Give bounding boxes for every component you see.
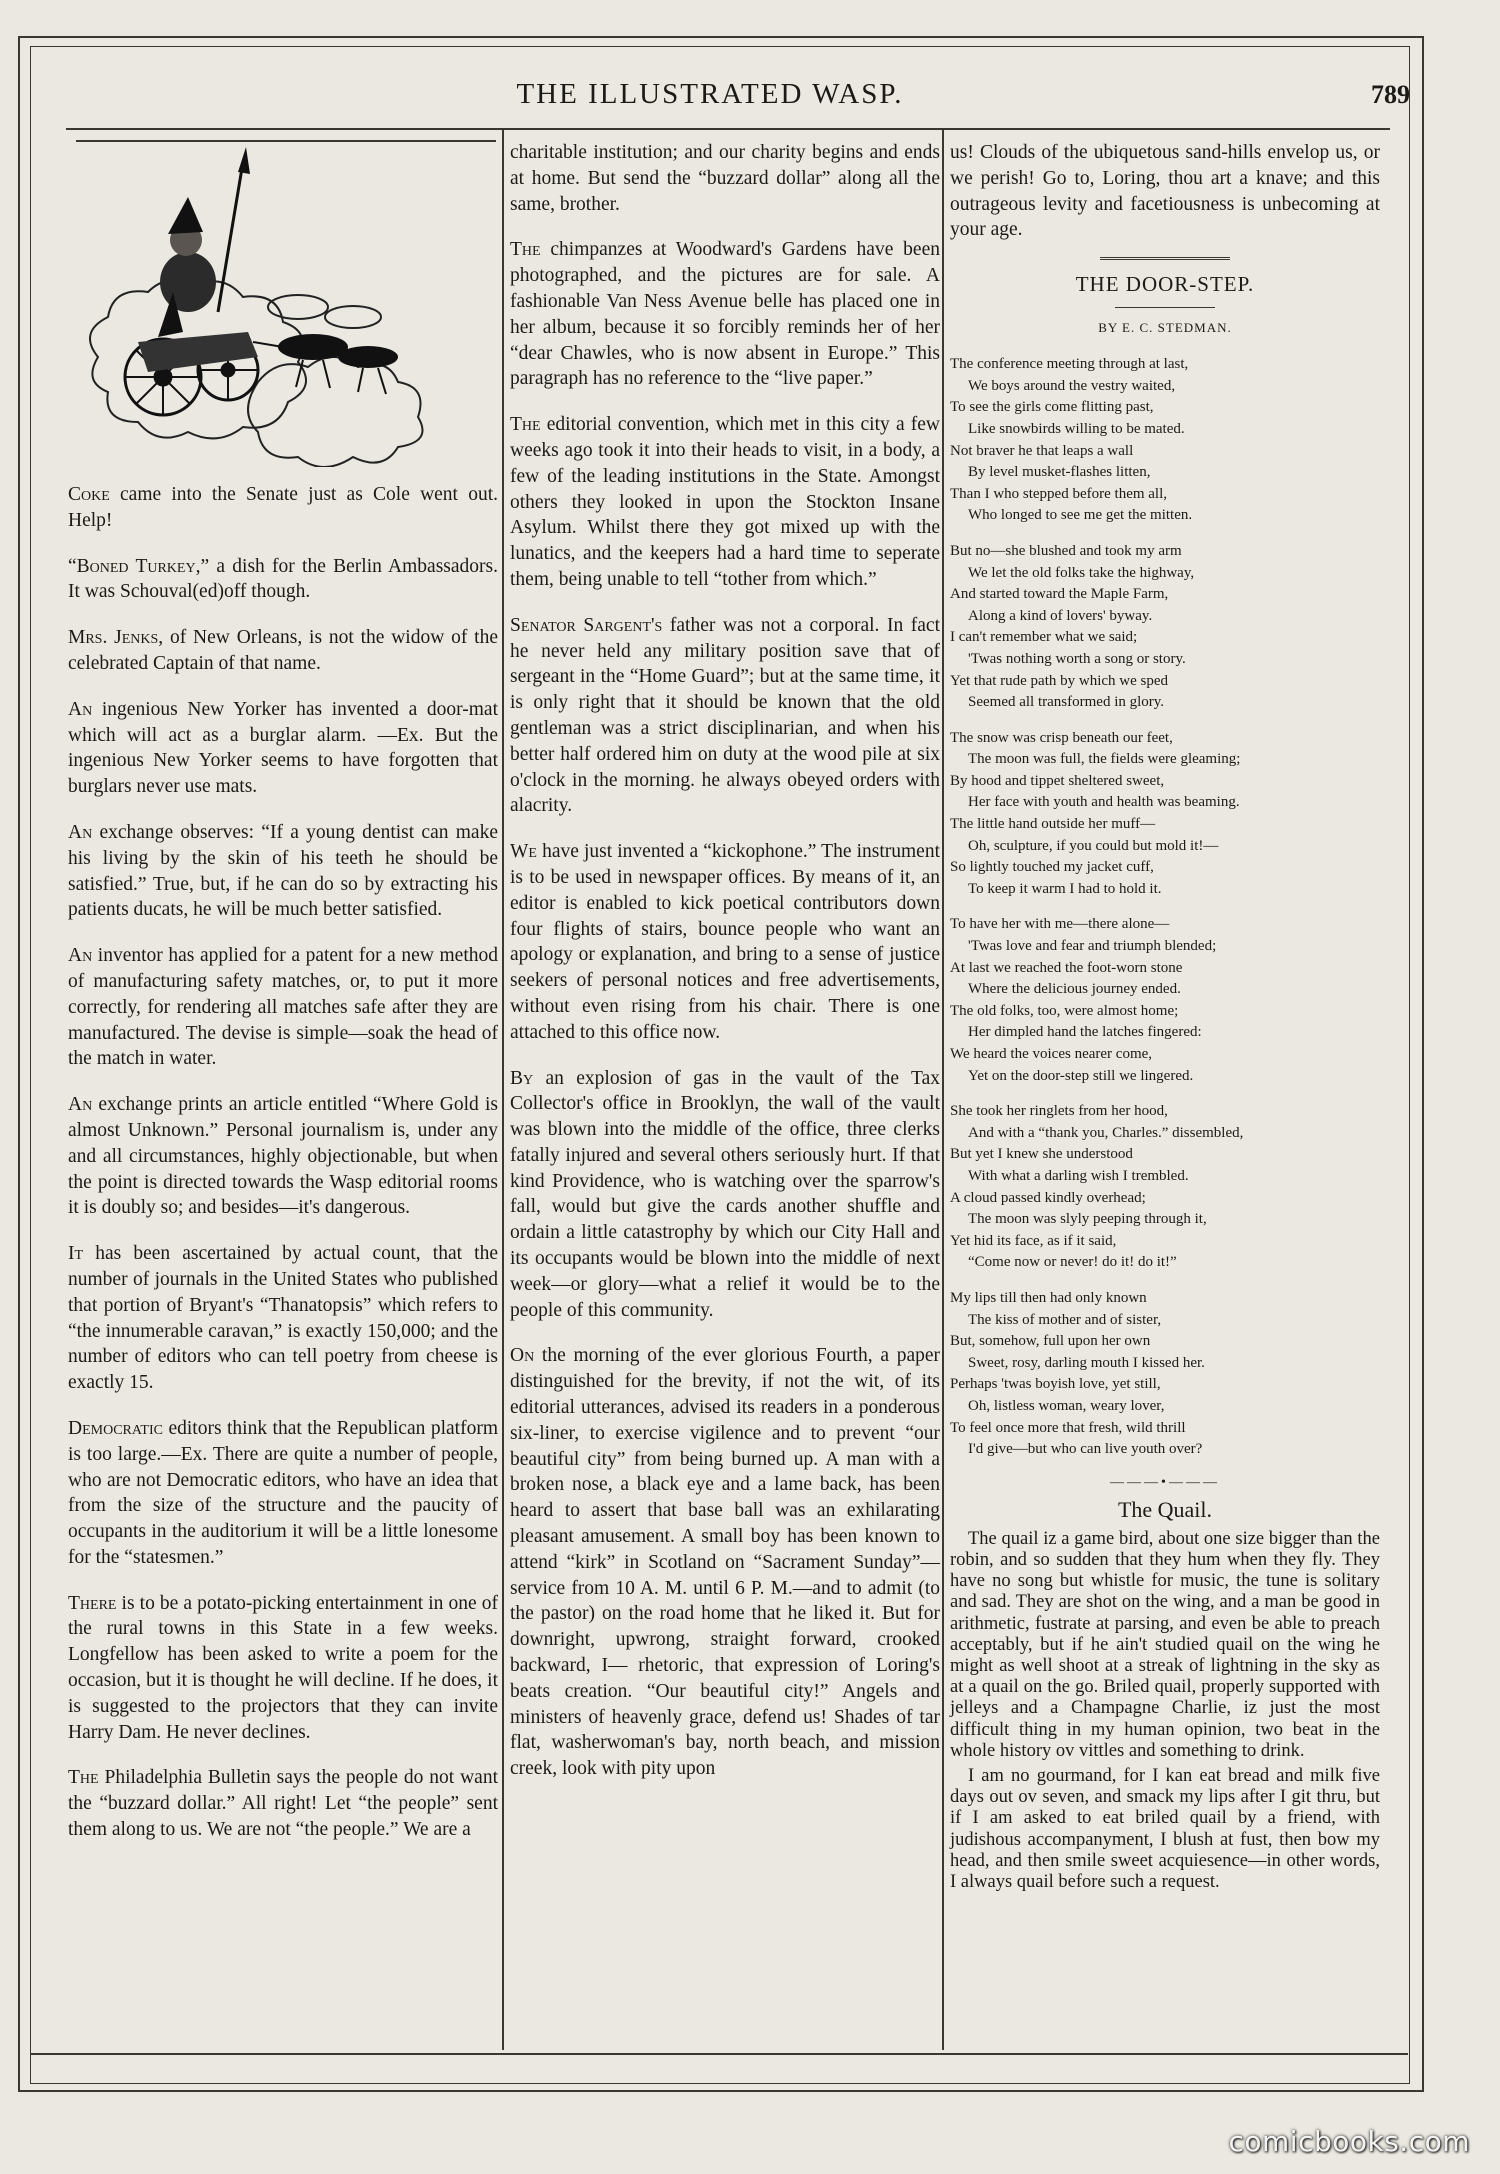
poem-line: The snow was crisp beneath our feet,: [950, 729, 1173, 746]
poem-line: Sweet, rosy, darling mouth I kissed her.: [968, 1354, 1205, 1371]
poem-line: To have her with me—there alone—: [950, 916, 1170, 933]
poem-line: Along a kind of lovers' byway.: [968, 607, 1153, 624]
poem-line: And started toward the Maple Farm,: [950, 586, 1169, 603]
poem-line: The kiss of mother and of sister,: [968, 1311, 1162, 1328]
section-divider: [1100, 257, 1230, 260]
poem-line: My lips till then had only known: [950, 1289, 1147, 1306]
poem-line: I'd give—but who can live youth over?: [968, 1441, 1203, 1458]
article-gold-unknown: An exchange prints an article entitled “Where Gold is almost Unknown.” Personal journalism is, under any and all circumstances, highly objectionable, but when the point is directed towards the Wasp editorial rooms it is doubly so; and besides—it's dangerous.: [68, 1094, 498, 1219]
poem-line: 'Twas nothing worth a song or story.: [968, 650, 1186, 667]
article-dentist: An exchange observes: “If a young dentist can make his living by the skin of his teeth he should be satisfied.” True, but, if he can do so by extracting his patients ducats, he will be much better satisfied.: [68, 821, 498, 921]
poem-line: We boys around the vestry waited,: [968, 377, 1176, 394]
poem-stanza: [950, 354, 1380, 527]
poem-line: She took her ringlets from her hood,: [950, 1103, 1168, 1120]
poem-line: I can't remember what we said;: [950, 629, 1138, 646]
poem-line: Seemed all transformed in glory.: [968, 694, 1165, 711]
article-chimpanzees: The chimpanzes at Woodward's Gardens have been photographed, and the pictures are for sale. A fashionable Van Ness Avenue belle has placed one in her album, because it so forcibly reminds her of her “dear Chawles, who is now absent in Europe.” This paragraph has no reference to the “live paper.”: [510, 239, 940, 390]
watermark-text: comicbooks.com: [1228, 2125, 1470, 2158]
column-2: [510, 140, 940, 1802]
header-rule: [66, 128, 1390, 130]
article-safety-matches: An inventor has applied for a patent for a new method of manufacturing safety matches, or, to put it more correctly, for rendering all matches safe after they are manufactured. The devise is simple—soak the head of the match in water.: [68, 945, 498, 1070]
poem-stanza: [950, 1288, 1380, 1461]
quail-paragraph: The quail iz a game bird, about one size bigger than the robin, and so sudden that they hum when they fly. They have no song but whistle for music, the tune is solitary and sad. They are shot on the wing, and a man be good in arithmetic, fustrate at parsing, and even be able to preach acceptably, but if he ain't studied quail on the wing he might as well shoot at a streak of lightning in the sky as at a quail on the go. Briled quail, properly supported with jelleys and a Champagne Charlie, iz just the most difficult thing in my human opinion, two beat in the whole history ov vittles and something to drink.: [950, 1528, 1380, 1761]
poem-line: At last we reached the foot-worn stone: [950, 959, 1183, 976]
poem-line: By hood and tippet sheltered sweet,: [950, 772, 1165, 789]
wasp-chariot-illustration: [68, 142, 458, 467]
poem-line: A cloud passed kindly overhead;: [950, 1189, 1146, 1206]
article-potato-picking: There is to be a potato-picking entertainment in one of the rural towns in this State in a few weeks. Longfellow has been asked to write a poem for the occasion, but it is thought he will decline. If he does, it is suggested to the projectors that they can invite Harry Dam. He never declines.: [68, 1592, 498, 1743]
poem-line: Yet hid its face, as if it said,: [950, 1232, 1117, 1249]
poem-line: To feel once more that fresh, wild thrill: [950, 1419, 1186, 1436]
article-republican-platform: Democratic editors think that the Republican platform is too large.—Ex. There are quite a number of people, who are not Democratic editors, who have an idea that from the size of the structure and the paucity of occupants in the auditorium it will be a little lonesome for the “statesmen.”: [68, 1417, 498, 1568]
poem-line: “Come now or never! do it! do it!”: [968, 1254, 1177, 1271]
article-fourth-of-july: On the morning of the ever glorious Fourth, a paper distinguished for the brevity, if not the wit, of its editorial utterances, advised its readers in a ponderous six-liner, to exercise vigilence and to prevent “our beautiful city” from being burned up. A man with a broken nose, a black eye and a lame back, has been heard to assert that base ball was an exhilarating pleasant amusement. A small boy has been known to attend “kirk” in Scotland on “Sacrament Sunday”—service from 10 A. M. until 6 P. M.—and to admit (to the pastor) on the road home that he liked it. But for downright, upwrong, straight forward, crooked backward, I— rhetoric, that expression of Loring's beats creation. “Our beautiful city!” Angels and ministers of heavenly grace, defend us! Shades of tar flat, washerwoman's bay, north beach, and mission creek, look with pity upon: [510, 1345, 940, 1780]
poem-line: Her face with youth and health was beaming.: [968, 794, 1240, 811]
poem-line: We let the old folks take the highway,: [968, 564, 1195, 581]
section-ornament: ———•———: [1110, 1474, 1220, 1490]
poem-line: So lightly touched my jacket cuff,: [950, 859, 1154, 876]
poem-stanza: [950, 541, 1380, 714]
page-bottom-rule: [30, 2053, 1408, 2055]
poem-line: But yet I knew she understood: [950, 1146, 1133, 1163]
article-brooklyn-explosion: By an explosion of gas in the vault of the Tax Collector's office in Brooklyn, the wall of the vault was blown into the middle of the office, three clerks fatally injured and several others seriously hurt. If that kind Providence, who is watching over the sparrow's fall, would but give the cards another shuffle and ordain a little catastrophy by which our City Hall and its occupants would be blown into the middle of next week—or glory—what a relief it would be to the people of this community.: [510, 1067, 940, 1321]
poem-line: And with a “thank you, Charles.” dissembled,: [968, 1124, 1244, 1141]
poem-line: With what a darling wish I trembled.: [968, 1167, 1189, 1184]
article-charity-continued: charitable institution; and our charity begins and ends at home. But send the “buzzard dollar” along all the same, brother.: [510, 142, 940, 215]
article-loring-continued: us! Clouds of the ubiquetous sand-hills envelop us, or we perish! Go to, Loring, thou art a knave; and this outrageous levity and facetiousness is unbecoming at your age.: [950, 142, 1380, 241]
poem-line: Where the delicious journey ended.: [968, 981, 1181, 998]
poem-line: Oh, sculpture, if you could but mold it!—: [968, 837, 1219, 854]
poem-line: The moon was slyly peeping through it,: [968, 1211, 1207, 1228]
poem-line: Like snowbirds willing to be mated.: [968, 420, 1185, 437]
poem-line: Oh, listless woman, weary lover,: [968, 1397, 1165, 1414]
poem-stanza: [950, 914, 1380, 1087]
column-1: [68, 140, 498, 1863]
poem-line: We heard the voices nearer come,: [950, 1046, 1153, 1062]
article-thanatopsis: It has been ascertained by actual count, that the number of journals in the United States who published that portion of Bryant's “Thanatopsis” which refers to “the innumerable caravan,” is exactly 150,000; and the number of editors who can tell poetry from cheese is exactly 15.: [68, 1243, 498, 1394]
page-header-title: THE ILLUSTRATED WASP.: [516, 78, 904, 110]
poem-line: Perhaps 'twas boyish love, yet still,: [950, 1376, 1161, 1393]
poem-line: Who longed to see me get the mitten.: [968, 507, 1193, 524]
column-divider-2: [942, 130, 944, 2050]
page-number: 789: [1371, 80, 1410, 109]
poem-line: Not braver he that leaps a wall: [950, 442, 1134, 459]
poem-title-rule: [1115, 307, 1215, 308]
poem-line: Her dimpled hand the latches fingered:: [968, 1024, 1202, 1041]
poem-line: The little hand outside her muff—: [950, 816, 1156, 833]
article-coke-senate: Coke came into the Senate just as Cole went out. Help!: [68, 484, 498, 531]
poem-line: The old folks, too, were almost home;: [950, 1002, 1179, 1019]
poem-line: The moon was full, the fields were gleaming;: [968, 751, 1241, 768]
article-kickophone: We have just invented a “kickophone.” The instrument is to be used in newspaper offices. By means of it, an editor is enabled to kick poetical contributors down four flights of stairs, bounce people who want an apology or explanation, and bring to a sense of justice seekers of personal notices and free advertisements, without even rising from his chair. There is one attached to this office now.: [510, 841, 940, 1043]
poem-line: But, somehow, full upon her own: [950, 1333, 1151, 1350]
quail-article-title: The Quail.: [1117, 1496, 1213, 1522]
article-door-mat: An ingenious New Yorker has invented a door-mat which will act as a burglar alarm. —Ex. But the ingenious New Yorker seems to have forgotten that burglars never use mats.: [68, 698, 498, 798]
poem-byline: BY E. C. STEDMAN.: [1098, 320, 1232, 336]
article-editorial-convention: The editorial convention, which met in this city a few weeks ago took it into their heads to visit, in a body, a few of the leading institutions in the State. Amongst others they looked in upon the Stockton Insane Asylum. Whilst there they got mixed up with the lunatics, and the keepers had a hard time to seperate them, being unable to tell “tother from which.”: [510, 414, 940, 590]
poem-line: The conference meeting through at last,: [950, 356, 1189, 373]
poem-line: To see the girls come flitting past,: [950, 399, 1154, 416]
poem-line: Yet that rude path by which we sped: [950, 672, 1169, 689]
article-boned-turkey: “Boned Turkey,” a dish for the Berlin Ambassadors. It was Schouval(ed)off though.: [68, 555, 498, 603]
poem-line: Yet on the door-step still we lingered.: [968, 1067, 1194, 1084]
poem-line: By level musket-flashes litten,: [968, 464, 1151, 481]
quail-paragraph: I am no gourmand, for I kan eat bread and milk five days out ov seven, and smack my lips after I git thru, but if I am asked to eat briled quail by a friend, with judishous accompanyment, I blush at fust, then bow my head, and then smile sweet acquiesence—in other words, I always quail before such a request.: [950, 1765, 1380, 1892]
poem-stanza: [950, 1101, 1380, 1274]
article-buzzard-dollar: The Philadelphia Bulletin says the people do not want the “buzzard dollar.” All right! Let “the people” sent them along to us. We are not “the people.” We are a: [68, 1767, 498, 1841]
poem-line: 'Twas love and fear and triumph blended;: [968, 938, 1217, 955]
poem-title: THE DOOR-STEP.: [1075, 272, 1255, 297]
poem-line: But no—she blushed and took my arm: [950, 542, 1182, 559]
article-mrs-jenks: Mrs. Jenks, of New Orleans, is not the widow of the celebrated Captain of that name.: [68, 627, 498, 674]
column-3: [950, 140, 1380, 1897]
poem-stanza: [950, 728, 1380, 901]
article-senator-sargent: Senator Sargent's father was not a corporal. In fact he never held any military position save that of sergeant in the “Home Guard”; but at the same time, it is only right that it should be known that the old gentleman was a strict disciplinarian, and when his better half ordered him on duty at the wood pile at six o'clock in the morning. he always obeyed orders with alacrity.: [510, 614, 941, 817]
poem-body: [950, 354, 1380, 1461]
poem-line: To keep it warm I had to hold it.: [968, 880, 1162, 897]
column-divider-1: [502, 130, 504, 2050]
poem-line: Than I who stepped before them all,: [950, 485, 1168, 502]
